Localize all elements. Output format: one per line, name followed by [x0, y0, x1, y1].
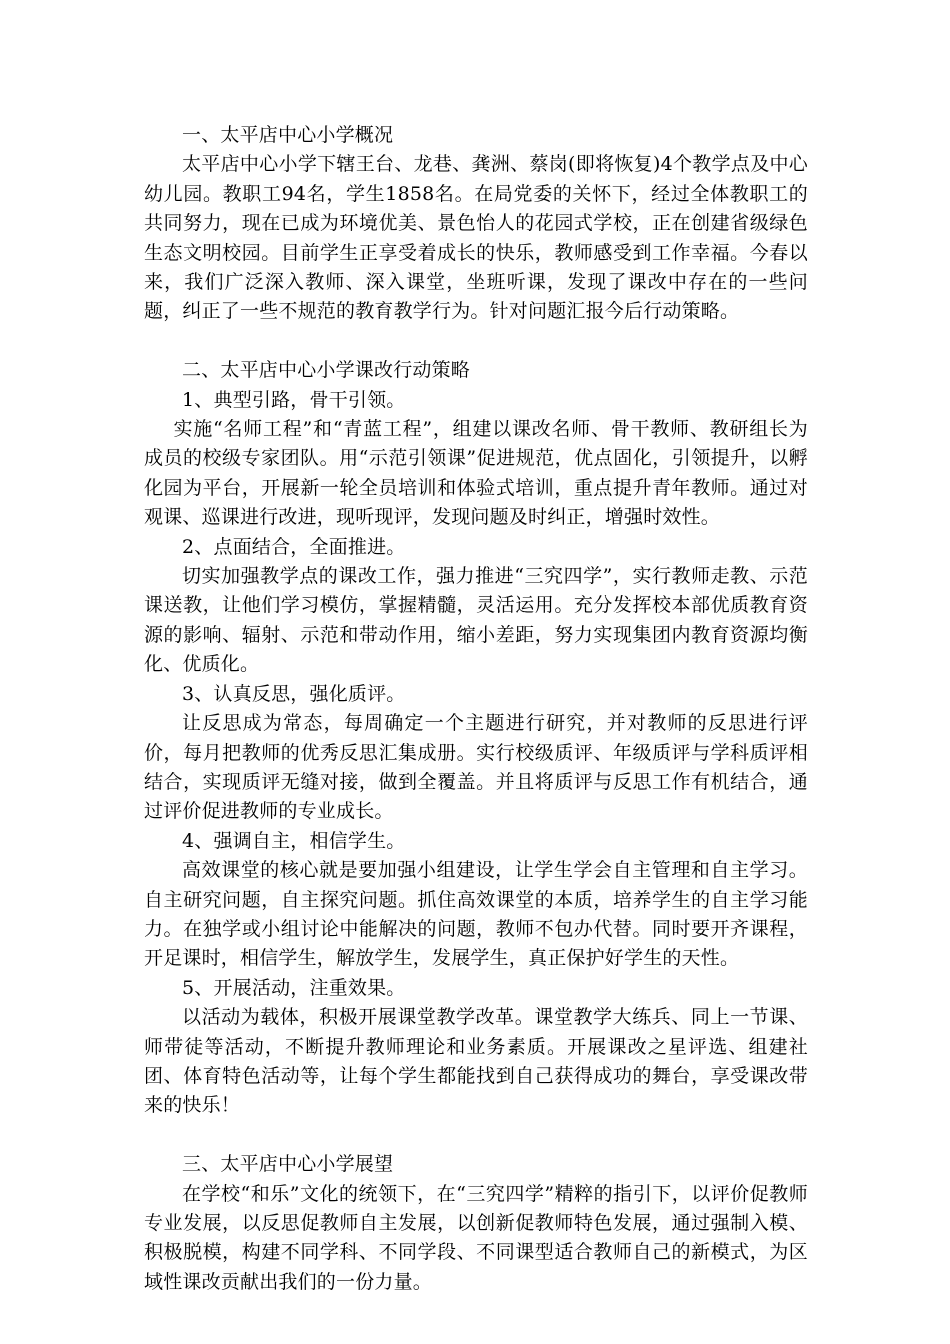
section-gap [144, 327, 808, 356]
section-heading-outlook: 三、太平店中心小学展望 [182, 1153, 394, 1176]
paragraph-outlook: 在学校“和乐”文化的统领下，在“三究四学”精粹的指引下，以评价促教师专业发展，以反思促教师自主发展，以创新促教师特色发展，通过强制入模、积极脱模，构建不同学科、不同学段、不同课型适合教师自己的新模式，为区域性课改贡献出我们的一份力量。 [144, 1182, 808, 1293]
strategy-title-1: 1、典型引路，骨干引领。 [182, 388, 406, 411]
section-gap [144, 1121, 808, 1150]
strategy-title-5: 5、开展活动，注重效果。 [182, 976, 406, 999]
strategy-title-4: 4、强调自主，相信学生。 [182, 829, 406, 852]
section-heading-overview: 一、太平店中心小学概况 [182, 124, 394, 146]
strategy-text-5: 以活动为载体，积极开展课堂教学改革。课堂教学大练兵、同上一节课、师带徒等活动，不断提升教师理论和业务素质。开展课改之星评选、组建社团、体育特色活动等，让每个学生都能找到自己获得成功的舞台，享受课改带来的快乐！ [144, 1006, 808, 1117]
strategy-title-3: 3、认真反思，强化质评。 [182, 682, 406, 705]
strategy-title-2: 2、点面结合，全面推进。 [182, 535, 406, 558]
strategy-text-2: 切实加强教学点的课改工作，强力推进“三究四学”，实行教师走教、示范课送教，让他们学习模仿，掌握精髓，灵活运用。充分发挥校本部优质教育资源的影响、辐射、示范和带动作用，缩小差距，努力实现集团内教育资源均衡化、优质化。 [144, 565, 808, 676]
strategy-text-3: 让反思成为常态，每周确定一个主题进行研究，并对教师的反思进行评价，每月把教师的优秀反思汇集成册。实行校级质评、年级质评与学科质评相结合，实现质评无缝对接，做到全覆盖。并且将质评与反思工作有机结合，通过评价促进教师的专业成长。 [144, 712, 808, 823]
document-body [144, 121, 808, 1297]
strategy-text-1: 实施“名师工程”和“青蓝工程”，组建以课改名师、骨干教师、教研组长为成员的校级专家团队。用“示范引领课”促进规范，优点固化，引领提升，以孵化园为平台，开展新一轮全员培训和体验式培训，重点提升青年教师。通过对观课、巡课进行改进，现听现评，发现问题及时纠正，增强时效性。 [144, 418, 808, 529]
paragraph-overview: 太平店中心小学下辖王台、龙巷、龚洲、蔡岗(即将恢复)4个教学点及中心幼儿园。教职工94名，学生1858名。在局党委的关怀下，经过全体教职工的共同努力，现在已成为环境优美、景色怡人的花园式学校，正在创建省级绿色生态文明校园。目前学生正享受着成长的快乐，教师感受到工作幸福。今春以来，我们广泛深入教师、深入课堂，坐班听课，发现了课改中存在的一些问题，纠正了一些不规范的教育教学行为。针对问题汇报今后行动策略。 [144, 153, 808, 323]
section-heading-strategy: 二、太平店中心小学课改行动策略 [182, 359, 471, 382]
strategy-text-4: 高效课堂的核心就是要加强小组建设，让学生学会自主管理和自主学习。自主研究问题，自主探究问题。抓住高效课堂的本质，培养学生的自主学习能力。在独学或小组讨论中能解决的问题，教师不包办代替。同时要开齐课程，开足课时，相信学生，解放学生，发展学生，真正保护好学生的天性。 [144, 859, 808, 970]
